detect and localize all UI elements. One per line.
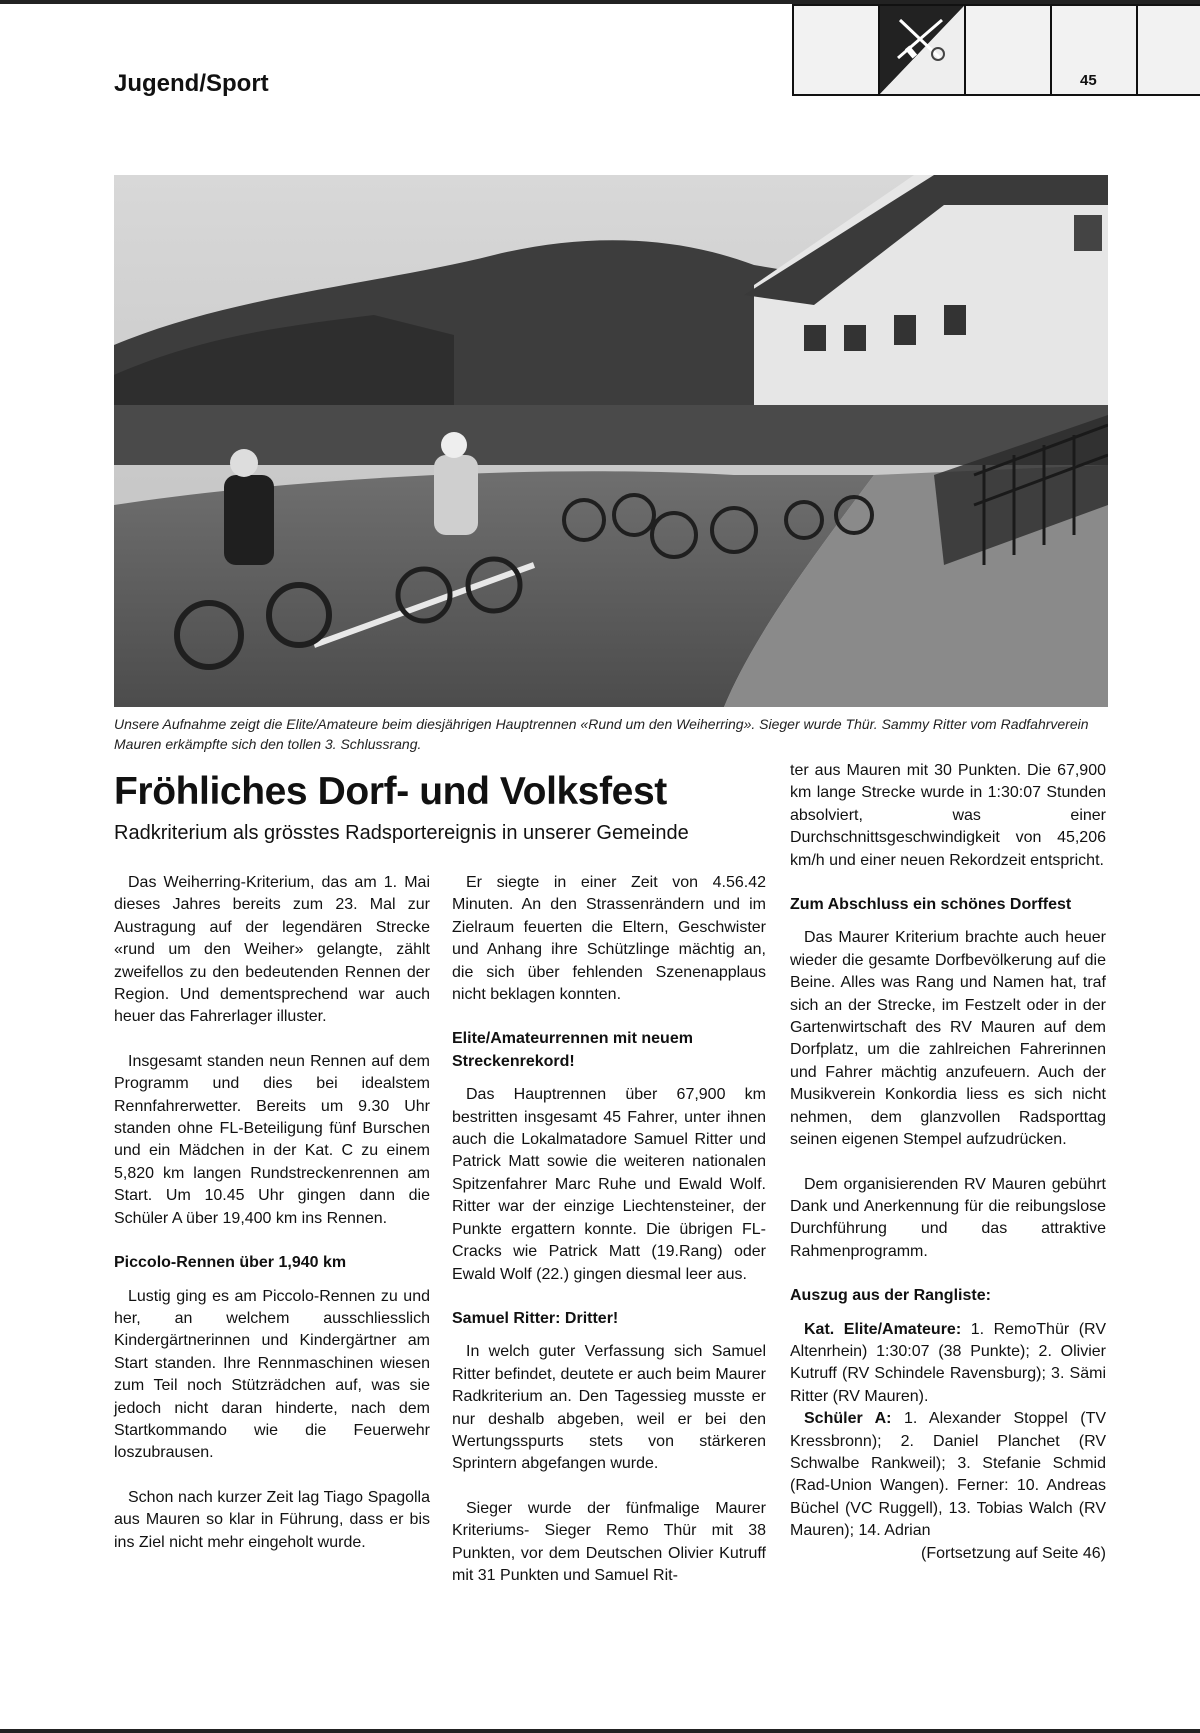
results-text: 1. Alexander Stoppel (TV Kressbronn); 2. Daniel Planchet (RV Schwalbe Rankweil); 3. Stefanie Schmid (Rad-Union Wangen). Ferner: 10. Andreas Büchel (VC Ruggell), 13. Tobias Walch (RV Mauren); 14. Adrian [790,1410,1107,1540]
section-title: Jugend/Sport [114,70,269,97]
results-text: 1. RemoThür (RV Altenrhein) 1:30:07 (38 Punkte); 2. Olivier Kutruff (RV Schindele Ravensburg); 3. Sämi Ritter (RV Mauren). [790,1320,1106,1405]
results-elite [790,1319,1106,1409]
paragraph: Lustig ging es am Piccolo-Rennen zu und her, an welchem ausschliesslich Kindergärtnerinnen und Kindergärtner am Start standen. Ihre Rennmaschinen wiesen zum Teil noch Stützrädchen auf, was sie jedoch nicht daran hinderte, nach dem Startkommando wie die Feuerwehr loszubrausen. [114,1287,430,1462]
paragraph: Sieger wurde der fünfmalige Maurer Kriteriums- Sieger Remo Thür mit 38 Punkten, vor dem Deutschen Olivier Kutruff mit 31 Punkten und Samuel Rit- [452,1499,766,1584]
results-schueler [790,1408,1106,1542]
subheading: Auszug aus der Rangliste: [790,1287,991,1305]
photo-caption: Unsere Aufnahme zeigt die Elite/Amateure beim diesjährigen Hauptrennen «Rund um den Weiherring». Sieger wurde Thür. Sammy Ritter vom Radfahrverein Mauren erkämpfte sich den tollen 3. Schlussrang. [114,716,1089,752]
paragraph: Schon nach kurzer Zeit lag Tiago Spagolla aus Mauren so klar in Führung, dass er bis ins Ziel nicht mehr eingeholt wurde. [114,1488,430,1551]
emblem-box [792,4,880,96]
paragraph: Das Maurer Kriterium brachte auch heuer wieder die gesamte Dorfbevölkerung auf die Beine. Alles was Rang und Namen hat, traf sich an der Strecke, im Festzelt oder in der Gartenwirtschaft des RV Mauren auf dem Dorfplatz, um die zahlreichen Fahrerinnen und Fahrer mächtig anzufeuern. Auch der Musikverein Konkordia liess es sich nicht nehmen, dem glanzvollen Radsporttag seinen eigenen Stempel aufzudrücken. [790,929,1106,1149]
race-photo [114,175,1108,707]
header-emblem [792,4,1200,96]
continued-note: (Fortsetzung auf Seite 46) [921,1544,1106,1562]
paragraph: Dem organisierenden RV Mauren gebührt Dank und Anerkennung für die reibungslose Durchführung und das attraktive Rahmenprogramm. [790,1175,1106,1260]
paragraph: ter aus Mauren mit 30 Punkten. Die 67,900 km lange Strecke wurde in 1:30:07 Stunden absolviert, was einer Durchschnittsgeschwindigkeit von 45,206 km/h und einer neuen Rekordzeit entspricht. [790,762,1106,869]
paragraph: Insgesamt standen neun Rennen auf dem Programm und dies bei idealstem Rennfahrerwetter. Bereits um 9.30 Uhr standen ohne FL-Beteiligung fünf Burschen und ein Mädchen in der Kat. C zu einem 5,820 km langen Rundstreckenrennen am Start. Um 10.45 Uhr gingen dann die Schüler A über 19,400 km ins Rennen. [114,1052,430,1227]
crossed-tools-icon [880,6,964,94]
subheading: Zum Abschluss ein schönes Dorffest [790,896,1072,914]
subheading: Piccolo-Rennen über 1,940 km [114,1254,347,1272]
paragraph: Das Hauptrennen über 67,900 km bestritten insgesamt 45 Fahrer, unter ihnen auch die Lokalmatadore Samuel Ritter und Patrick Matt sowie die weiteren nationalen Spitzenfahrer Marc Ruhe und Ewald Wolf. Ritter war der einzige Liechtensteiner, der Punkte ergattern konnte. Die übrigen FL-Cracks wie Patrick Matt (19.Rang) oder Ewald Wolf (22.) gingen diesmal leer aus. [452,1086,766,1283]
results-label: Schüler A: [804,1410,892,1428]
emblem-box [1136,4,1200,96]
paragraph: In welch guter Verfassung sich Samuel Ritter befindet, deutete er auch beim Maurer Radkriterium an. Den Tagessieg musste er nur deshalb abgeben, weil er bei den Wertungsspurts stets von stärkeren Sprintern abgefangen wurde. [452,1343,766,1473]
bottom-rule [0,1729,1200,1733]
article-headline: Fröhliches Dorf- und Volksfest [114,770,667,813]
results-label: Kat. Elite/Amateure: [804,1320,962,1338]
page-number: 45 [1080,72,1097,89]
paragraph: Das Weiherring-Kriterium, das am 1. Mai dieses Jahres bereits zum 23. Mal zur Austragung auf der legendären Strecke «rund um den Weiher» gelangte, zählt zweifellos zu den bedeutenden Rennen der Region. Und dementsprechend war auch heuer das Fahrerlager illuster. [114,874,430,1026]
article-column-1 [114,872,430,1576]
emblem-box [964,4,1052,96]
article-column-3 [790,760,1106,1565]
subheading: Elite/Amateurrennen mit neuem Streckenrekord! [452,1030,693,1070]
subheading: Samuel Ritter: Dritter! [452,1309,619,1327]
article-subtitle: Radkriterium als grösstes Radsportereignis in unserer Gemeinde [114,822,689,844]
article-column-2 [452,872,766,1609]
paragraph: Er siegte in einer Zeit von 4.56.42 Minuten. An den Strassenrändern und im Zielraum feuerten die Eltern, Geschwister und Anhang ihre Schützlinge mächtig an, die sich über fehlenden Szenenapplaus nicht beklagen konnten. [452,874,766,1004]
emblem-box [878,4,966,96]
